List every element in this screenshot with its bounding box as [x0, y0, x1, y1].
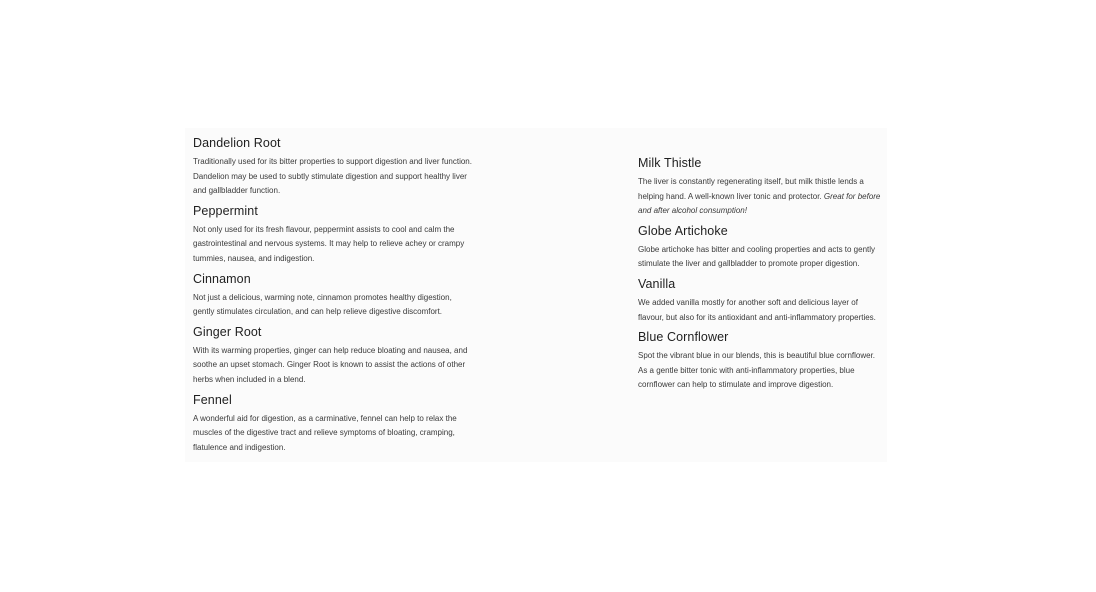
- herb-title-globe-artichoke: Globe Artichoke: [638, 223, 728, 238]
- herb-desc-fennel: A wonderful aid for digestion, as a carminative, fennel can help to relax the muscles of the digestive tract and relieve symptoms of bloating, cramping, flatulence and indigestion.: [193, 413, 457, 452]
- herb-desc-dandelion-root: Traditionally used for its bitter properties to support digestion and liver function. Dandelion may be used to subtly stimulate digestion and support healthy liver and gallbladder function.: [193, 157, 472, 196]
- herb-desc-milk-thistle: [638, 175, 882, 219]
- herb-desc-vanilla: We added vanilla mostly for another soft and delicious layer of flavour, but also for its antioxidant and anti-inflammatory properties.: [638, 297, 876, 322]
- herb-title-blue-cornflower: Blue Cornflower: [638, 330, 729, 345]
- herb-list-left: [193, 135, 475, 459]
- herb-title-fennel: Fennel: [193, 392, 232, 407]
- herb-title-milk-thistle: Milk Thistle: [638, 156, 702, 170]
- herb-title-peppermint: Peppermint: [193, 203, 258, 218]
- herb-desc-ginger-root: With its warming properties, ginger can help reduce bloating and nausea, and soothe an upset stomach. Ginger Root is known to assist the actions of other herbs when included in a blend.: [193, 345, 468, 384]
- herb-title-ginger-root: Ginger Root: [193, 324, 262, 339]
- herb-title-dandelion-root: Dandelion Root: [193, 136, 281, 150]
- herb-desc-globe-artichoke: Globe artichoke has bitter and cooling properties and acts to gently stimulate the liver and gallbladder to promote proper digestion.: [638, 244, 876, 269]
- herb-title-cinnamon: Cinnamon: [193, 271, 251, 286]
- herb-list-right: [638, 155, 882, 397]
- herb-desc-cinnamon: Not just a delicious, warming note, cinnamon promotes healthy digestion, gently stimulates circulation, and can help relieve digestive discomfort.: [193, 292, 452, 317]
- herb-desc-milk-thistle-text: The liver is constantly regenerating itself, but milk thistle lends a helping hand. A well-known liver tonic and protector.: [638, 177, 864, 201]
- herb-desc-blue-cornflower: Spot the vibrant blue in our blends, this is beautiful blue cornflower. As a gentle bitter tonic with anti-inflammatory properties, blue cornflower can help to stimulate and improve digestion.: [638, 351, 876, 390]
- herb-title-vanilla: Vanilla: [638, 276, 676, 291]
- herb-desc-peppermint: Not only used for its fresh flavour, peppermint assists to cool and calm the gastrointestinal and nervous systems. It may help to relieve achey or crampy tummies, nausea, and indigestion.: [193, 224, 465, 263]
- herb-desc-milk-thistle-emphasis: Great for before and after alcohol consumption!: [638, 191, 881, 216]
- herb-info-card: [185, 128, 887, 462]
